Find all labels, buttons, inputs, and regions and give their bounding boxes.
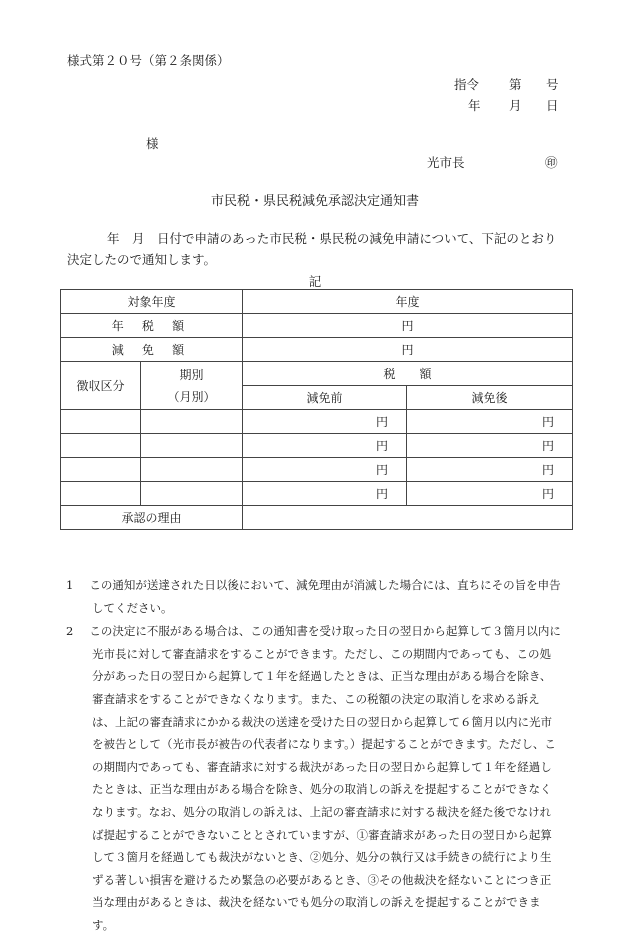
table-row-reduction bbox=[61, 338, 573, 362]
date-day-label: 日 bbox=[546, 98, 559, 113]
period-sublabel: （月別） bbox=[167, 389, 216, 404]
table-row-tax-amount bbox=[61, 314, 573, 338]
directive-label: 指令 bbox=[454, 77, 480, 92]
reduction-amount-unit: 円 bbox=[243, 338, 573, 362]
seal-mark: ㊞ bbox=[545, 155, 558, 170]
collection-cell bbox=[61, 482, 141, 506]
issuer-name: 光市長 bbox=[427, 155, 465, 170]
form-number: 様式第２０号（第２条関係） bbox=[67, 53, 230, 68]
table-row bbox=[61, 482, 573, 506]
target-year-label: 対象年度 bbox=[61, 290, 243, 314]
collection-cell bbox=[61, 458, 141, 482]
before-amount-cell: 円 bbox=[243, 410, 407, 434]
period-cell bbox=[141, 434, 243, 458]
intro-paragraph: 年 月 日付で申請のあった市民税・県民税の減免申請について、下記のとおり決定したので通知します。 bbox=[67, 231, 557, 267]
note-item bbox=[66, 574, 562, 619]
table-row bbox=[61, 410, 573, 434]
tax-header: 税 額 bbox=[243, 362, 573, 386]
period-cell bbox=[141, 482, 243, 506]
approval-reason-label: 承認の理由 bbox=[61, 506, 243, 530]
directive-dai-label: 第 bbox=[509, 77, 522, 92]
table-row bbox=[61, 434, 573, 458]
ki-marker: 記 bbox=[308, 274, 322, 289]
collection-cell bbox=[61, 434, 141, 458]
before-amount-cell: 円 bbox=[243, 458, 407, 482]
after-amount-cell: 円 bbox=[407, 434, 573, 458]
document-title: 市民税・県民税減免承認決定通知書 bbox=[210, 194, 419, 209]
after-amount-cell: 円 bbox=[407, 458, 573, 482]
note-text: この決定に不服がある場合は、この通知書を受け取った日の翌日から起算して３箇月以内に光市長に対して審査請求をすることができます。ただし、この期間内であっても、この処分があった日の翌日から起算して１年を経過したときは、正当な理由がある場合を除き、審査請求をすることができなくなります。また、この税額の決定の取消しを求める訴えは、上記の審査請求にかかる裁決の送達を受けた日の翌日から起算して６箇月以内に光市を被告として（光市長が被告の代表者になります。）提起することができます。ただし、この期間内であっても、審査請求に対する裁決があった日の翌日から起算して１年を経過したときは、正当な理由がある場合を除き、処分の取消しの訴えを提起することができなくなります。なお、処分の取消しの訴えは、上記の審査請求に対する裁決を経た後でなければ提起することができないこととされていますが、①審査請求があった日の翌日から起算して３箇月を経過しても裁決がないとき、②処分、処分の執行又は手続きの続行により生ずる著しい損害を避けるため緊急の必要があるとき、③その他裁決を経ないことにつき正当な理由があるときは、裁決を経ないでも処分の取消しの訴えを提起することができます。 bbox=[89, 624, 561, 932]
before-amount-cell: 円 bbox=[243, 434, 407, 458]
date-month-label: 月 bbox=[509, 98, 522, 113]
collection-cell bbox=[61, 410, 141, 434]
period-cell bbox=[141, 410, 243, 434]
date-year-label: 年 bbox=[468, 98, 481, 113]
tax-amount-label: 年 税 額 bbox=[61, 314, 243, 338]
note-number: 1 bbox=[66, 578, 74, 592]
before-amount-cell: 円 bbox=[243, 482, 407, 506]
note-text: この通知が送達された日以後において、減免理由が消滅した場合には、直ちにその旨を申告してください。 bbox=[89, 578, 561, 615]
target-year-value: 年度 bbox=[243, 290, 573, 314]
table-row bbox=[61, 458, 573, 482]
addressee-honorific: 様 bbox=[146, 136, 159, 151]
reduction-table bbox=[60, 289, 573, 530]
reduction-amount-label: 減 免 額 bbox=[61, 338, 243, 362]
note-number: 2 bbox=[66, 624, 74, 639]
period-cell bbox=[141, 458, 243, 482]
notes-section bbox=[66, 574, 562, 937]
after-amount-cell: 円 bbox=[407, 482, 573, 506]
approval-reason-value bbox=[243, 506, 573, 530]
period-label: 期別 bbox=[179, 367, 204, 382]
period-label-cell bbox=[141, 362, 243, 410]
directive-number-label: 号 bbox=[546, 77, 559, 92]
before-reduction-header: 減免前 bbox=[243, 386, 407, 410]
collection-type-label: 徴収区分 bbox=[61, 362, 141, 410]
after-reduction-header: 減免後 bbox=[407, 386, 573, 410]
table-row-reason bbox=[61, 506, 573, 530]
table-row-header-1 bbox=[61, 362, 573, 386]
tax-amount-unit: 円 bbox=[243, 314, 573, 338]
note-item bbox=[66, 620, 562, 936]
table-row-target-year bbox=[61, 290, 573, 314]
after-amount-cell: 円 bbox=[407, 410, 573, 434]
